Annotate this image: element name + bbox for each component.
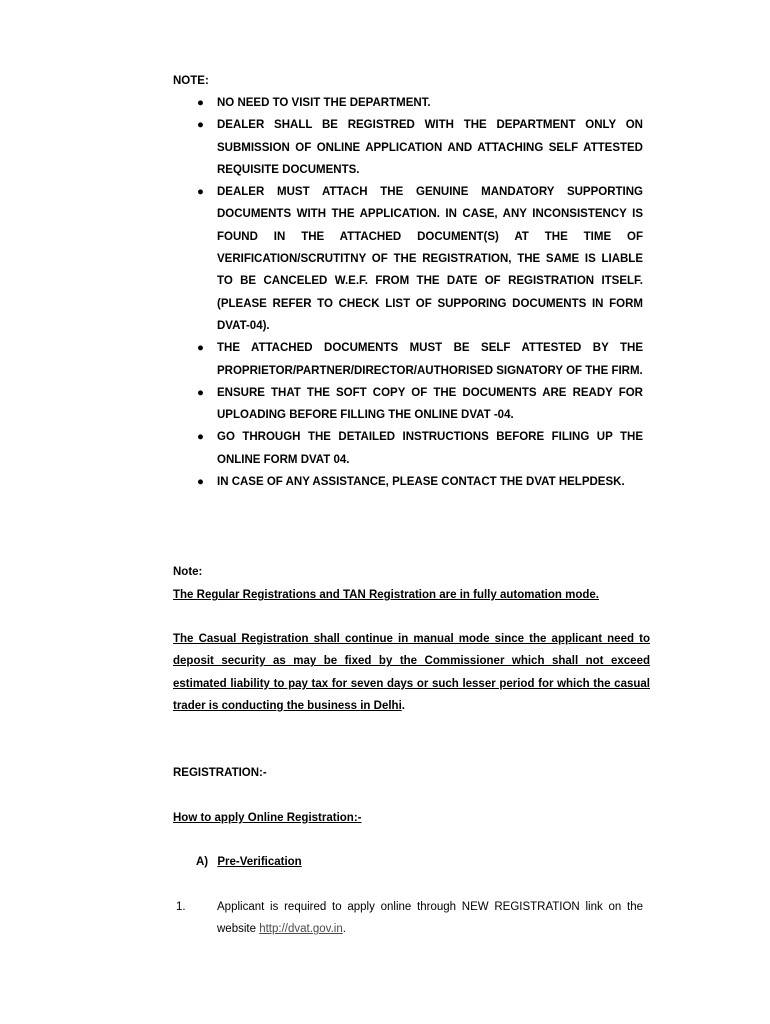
- note-bullet-item: ● NO NEED TO VISIT THE DEPARTMENT.: [173, 92, 643, 114]
- registration-heading: REGISTRATION:-: [173, 767, 267, 779]
- bullet-icon: ●: [197, 186, 204, 199]
- bullet-icon: ●: [197, 386, 204, 399]
- section-label: A): [196, 856, 209, 868]
- note-bullet-item: ● ENSURE THAT THE SOFT COPY OF THE DOCUMENTS ARE READY FOR UPLOADING BEFORE FILLING THE ONLINE DVAT -04.: [173, 382, 643, 427]
- dvat-website-link[interactable]: http://dvat.gov.in: [259, 923, 343, 936]
- section-a-heading: [196, 851, 302, 873]
- bullet-icon: ●: [197, 119, 204, 132]
- note-bullet-item: ● IN CASE OF ANY ASSISTANCE, PLEASE CONTACT THE DVAT HELPDESK.: [173, 471, 643, 493]
- casual-registration-text: The Casual Registration shall continue in manual mode since the applicant need to deposit security as may be fixed by the Commissioner which shall not exceed estimated liability to pay tax for seven days or such lesser period for which the casual trader is conducting the business in Delhi: [173, 633, 650, 712]
- note-bullet-item: ● GO THROUGH THE DETAILED INSTRUCTIONS BEFORE FILING UP THE ONLINE FORM DVAT 04.: [173, 426, 643, 471]
- how-to-apply-heading: How to apply Online Registration:-: [173, 812, 362, 824]
- note-bullet-item: ● DEALER SHALL BE REGISTRED WITH THE DEPARTMENT ONLY ON SUBMISSION OF ONLINE APPLICATION AND ATTACHING SELF ATTESTED REQUISITE DOCUMENTS.: [173, 114, 643, 181]
- note-bullet-list: [173, 92, 643, 493]
- casual-registration-note: The Casual Registration shall continue in manual mode since the applicant need to deposit security as may be fixed by the Commissioner which shall not exceed estimated liability to pay tax for seven days or such lesser period for which the casual trader is conducting the business in Delhi.: [173, 633, 650, 712]
- note-bullet-item: ● DEALER MUST ATTACH THE GENUINE MANDATORY SUPPORTING DOCUMENTS WITH THE APPLICATION. IN CASE, ANY INCONSISTENCY IS FOUND IN THE ATTACHED DOCUMENT(S) AT THE TIME OF VERIFICATION/SCRUTITNY OF THE REGISTRATION, THE SAME IS LIABLE TO BE CANCELED W.E.F. FROM THE DATE OF REGISTRATION ITSELF. (PLEASE REFER TO CHECK LIST OF SUPPORING DOCUMENTS IN FORM DVAT-04).: [173, 181, 643, 337]
- bullet-icon: ●: [197, 97, 204, 109]
- automation-note: [173, 584, 650, 606]
- bullet-icon: ●: [197, 476, 204, 489]
- note2-heading: Note:: [173, 566, 203, 578]
- automation-note-text: The Regular Registrations and TAN Registration are in fully automation mode.: [173, 589, 599, 601]
- note-bullet-item: ● THE ATTACHED DOCUMENTS MUST BE SELF ATTESTED BY THE PROPRIETOR/PARTNER/DIRECTOR/AUTHORISED SIGNATORY OF THE FIRM.: [173, 337, 643, 382]
- bullet-icon: ●: [197, 431, 204, 444]
- bullet-icon: ●: [197, 342, 204, 355]
- note-heading: NOTE:: [173, 75, 209, 87]
- section-title: Pre-Verification: [217, 856, 302, 868]
- step-text: Applicant is required to apply online through NEW REGISTRATION link on the website http://dvat.gov.in.: [217, 901, 643, 936]
- step-number: 1.: [176, 901, 186, 913]
